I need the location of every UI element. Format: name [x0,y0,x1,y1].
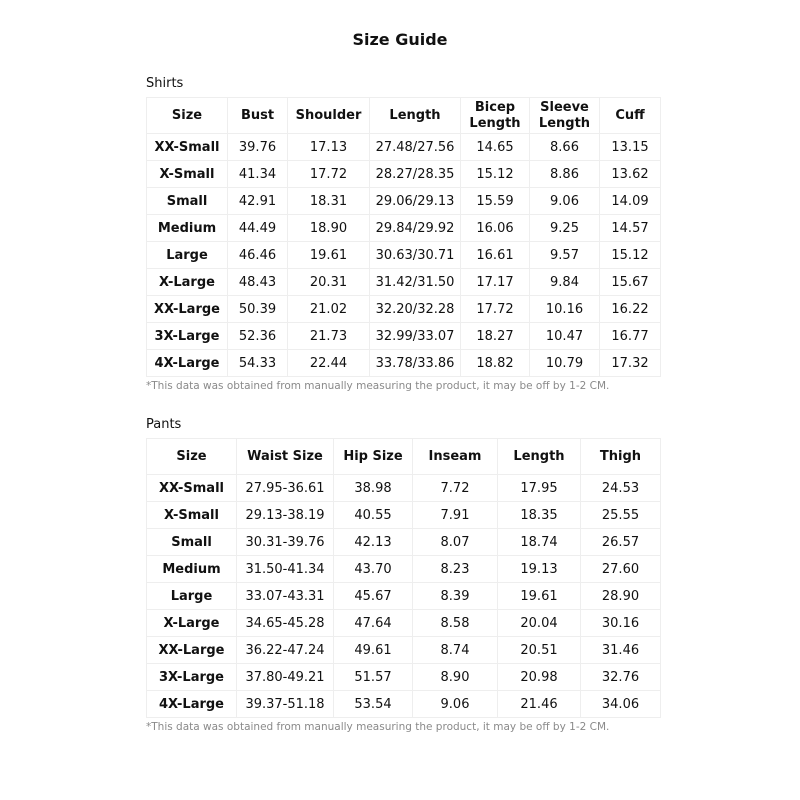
measurement-cell: 8.86 [530,161,600,188]
measurement-cell: 15.59 [461,188,530,215]
measurement-cell: 38.98 [334,475,413,502]
table-row [147,269,661,296]
size-cell: 3X-Large [147,664,237,691]
measurement-cell: 29.06/29.13 [370,188,461,215]
measurement-cell: 40.55 [334,502,413,529]
pants-section-label: Pants [146,417,182,432]
measurement-cell: 45.67 [334,583,413,610]
measurement-cell: 20.98 [498,664,581,691]
measurement-cell: 8.58 [413,610,498,637]
measurement-cell: 16.77 [600,323,661,350]
measurement-cell: 32.20/32.28 [370,296,461,323]
shirts-section-label: Shirts [146,76,184,91]
measurement-cell: 15.67 [600,269,661,296]
header-row [147,439,661,475]
measurement-cell: 10.79 [530,350,600,377]
table-row [147,188,661,215]
measurement-cell: 27.48/27.56 [370,134,461,161]
measurement-cell: 32.99/33.07 [370,323,461,350]
table-row [147,583,661,610]
column-header: Hip Size [334,439,413,475]
column-header: Shoulder [288,98,370,134]
measurement-cell: 30.16 [581,610,661,637]
table-row [147,664,661,691]
measurement-cell: 20.31 [288,269,370,296]
measurement-cell: 9.25 [530,215,600,242]
measurement-cell: 28.90 [581,583,661,610]
column-header: Sleeve Length [530,98,600,134]
measurement-cell: 34.06 [581,691,661,718]
measurement-cell: 10.16 [530,296,600,323]
measurement-cell: 41.34 [228,161,288,188]
measurement-cell: 34.65-45.28 [237,610,334,637]
size-cell: 4X-Large [147,691,237,718]
size-cell: Small [147,529,237,556]
header-row [147,98,661,134]
measurement-cell: 31.46 [581,637,661,664]
measurement-cell: 19.13 [498,556,581,583]
table-row [147,475,661,502]
measurement-cell: 8.39 [413,583,498,610]
measurement-cell: 42.91 [228,188,288,215]
measurement-cell: 7.91 [413,502,498,529]
column-header: Bust [228,98,288,134]
table-row [147,215,661,242]
measurement-cell: 15.12 [461,161,530,188]
measurement-cell: 20.51 [498,637,581,664]
measurement-cell: 8.90 [413,664,498,691]
measurement-cell: 7.72 [413,475,498,502]
measurement-cell: 31.50-41.34 [237,556,334,583]
table-row [147,350,661,377]
measurement-cell: 33.78/33.86 [370,350,461,377]
measurement-cell: 21.46 [498,691,581,718]
measurement-cell: 8.23 [413,556,498,583]
table-row [147,610,661,637]
measurement-cell: 39.37-51.18 [237,691,334,718]
measurement-cell: 30.31-39.76 [237,529,334,556]
column-header: Thigh [581,439,661,475]
size-cell: X-Large [147,269,228,296]
measurement-cell: 25.55 [581,502,661,529]
measurement-cell: 43.70 [334,556,413,583]
measurement-cell: 18.90 [288,215,370,242]
column-header: Cuff [600,98,661,134]
size-cell: X-Large [147,610,237,637]
measurement-cell: 30.63/30.71 [370,242,461,269]
column-header: Inseam [413,439,498,475]
measurement-cell: 14.57 [600,215,661,242]
measurement-cell: 21.02 [288,296,370,323]
measurement-cell: 39.76 [228,134,288,161]
column-header: Length [498,439,581,475]
table-row [147,556,661,583]
table-row [147,134,661,161]
size-cell: X-Small [147,502,237,529]
measurement-cell: 18.74 [498,529,581,556]
measurement-cell: 17.13 [288,134,370,161]
measurement-cell: 19.61 [498,583,581,610]
measurement-cell: 16.22 [600,296,661,323]
size-cell: 3X-Large [147,323,228,350]
pants-size-table [146,438,661,718]
table-row [147,323,661,350]
measurement-cell: 31.42/31.50 [370,269,461,296]
measurement-cell: 13.62 [600,161,661,188]
column-header: Waist Size [237,439,334,475]
measurement-cell: 8.74 [413,637,498,664]
measurement-cell: 8.07 [413,529,498,556]
measurement-cell: 36.22-47.24 [237,637,334,664]
measurement-cell: 49.61 [334,637,413,664]
measurement-cell: 51.57 [334,664,413,691]
size-cell: XX-Small [147,134,228,161]
shirts-measurement-note: *This data was obtained from manually measuring the product, it may be off by 1-2 CM. [146,380,610,392]
measurement-cell: 16.06 [461,215,530,242]
measurement-cell: 13.15 [600,134,661,161]
measurement-cell: 17.72 [288,161,370,188]
measurement-cell: 9.57 [530,242,600,269]
measurement-cell: 33.07-43.31 [237,583,334,610]
measurement-cell: 8.66 [530,134,600,161]
size-cell: Small [147,188,228,215]
measurement-cell: 10.47 [530,323,600,350]
measurement-cell: 24.53 [581,475,661,502]
table-row [147,502,661,529]
table-row [147,691,661,718]
measurement-cell: 44.49 [228,215,288,242]
measurement-cell: 48.43 [228,269,288,296]
measurement-cell: 18.31 [288,188,370,215]
measurement-cell: 47.64 [334,610,413,637]
measurement-cell: 9.06 [530,188,600,215]
measurement-cell: 9.06 [413,691,498,718]
measurement-cell: 50.39 [228,296,288,323]
size-cell: Large [147,583,237,610]
measurement-cell: 18.27 [461,323,530,350]
measurement-cell: 17.17 [461,269,530,296]
size-cell: XX-Small [147,475,237,502]
measurement-cell: 28.27/28.35 [370,161,461,188]
measurement-cell: 54.33 [228,350,288,377]
measurement-cell: 29.13-38.19 [237,502,334,529]
column-header: Bicep Length [461,98,530,134]
column-header: Length [370,98,461,134]
measurement-cell: 17.72 [461,296,530,323]
size-cell: Large [147,242,228,269]
measurement-cell: 14.65 [461,134,530,161]
measurement-cell: 29.84/29.92 [370,215,461,242]
pants-measurement-note: *This data was obtained from manually measuring the product, it may be off by 1-2 CM. [146,721,610,733]
table-row [147,242,661,269]
measurement-cell: 26.57 [581,529,661,556]
size-cell: XX-Large [147,637,237,664]
size-cell: Medium [147,215,228,242]
column-header: Size [147,439,237,475]
measurement-cell: 19.61 [288,242,370,269]
measurement-cell: 20.04 [498,610,581,637]
table-row [147,161,661,188]
measurement-cell: 52.36 [228,323,288,350]
measurement-cell: 42.13 [334,529,413,556]
measurement-cell: 17.32 [600,350,661,377]
measurement-cell: 27.95-36.61 [237,475,334,502]
measurement-cell: 14.09 [600,188,661,215]
size-cell: Medium [147,556,237,583]
table-row [147,637,661,664]
measurement-cell: 18.35 [498,502,581,529]
measurement-cell: 37.80-49.21 [237,664,334,691]
measurement-cell: 15.12 [600,242,661,269]
shirts-size-table [146,97,661,377]
size-cell: 4X-Large [147,350,228,377]
measurement-cell: 27.60 [581,556,661,583]
measurement-cell: 32.76 [581,664,661,691]
measurement-cell: 16.61 [461,242,530,269]
size-cell: X-Small [147,161,228,188]
measurement-cell: 17.95 [498,475,581,502]
measurement-cell: 9.84 [530,269,600,296]
table-row [147,529,661,556]
column-header: Size [147,98,228,134]
measurement-cell: 22.44 [288,350,370,377]
table-row [147,296,661,323]
page-title: Size Guide [352,30,448,49]
measurement-cell: 21.73 [288,323,370,350]
measurement-cell: 18.82 [461,350,530,377]
size-cell: XX-Large [147,296,228,323]
measurement-cell: 53.54 [334,691,413,718]
measurement-cell: 46.46 [228,242,288,269]
